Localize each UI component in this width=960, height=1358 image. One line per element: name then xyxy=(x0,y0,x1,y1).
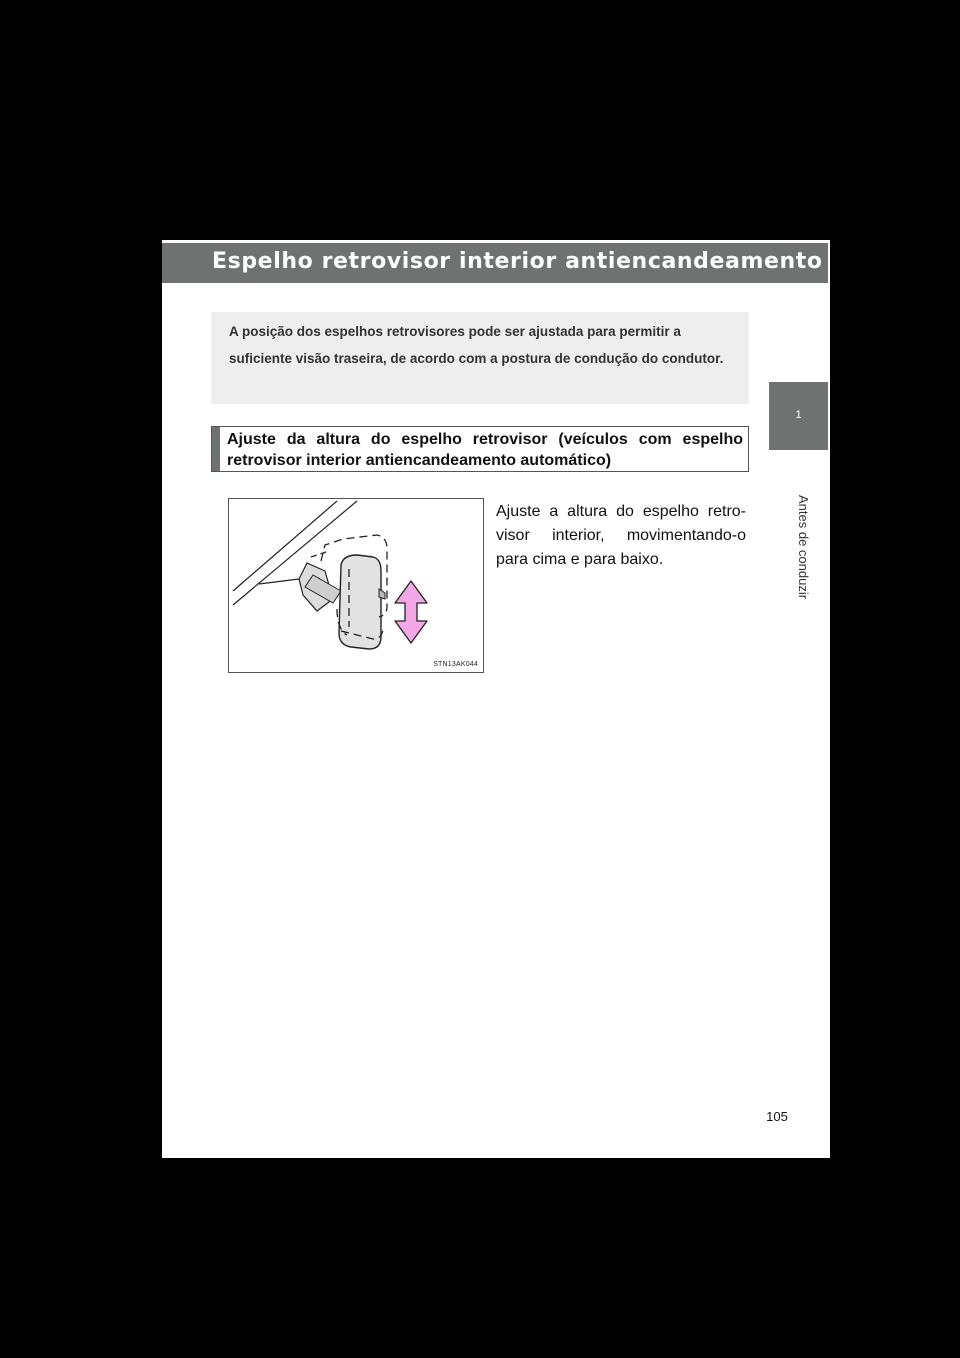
page-number: 105 xyxy=(766,1109,788,1124)
chapter-label: Antes de conduzir xyxy=(796,495,811,600)
mirror-illustration xyxy=(228,498,484,673)
section-heading: Ajuste da altura do espelho retrovisor (veículos com espelho retrovisor interior antiencandeamento automático) xyxy=(227,431,743,469)
chapter-tab xyxy=(769,382,828,450)
up-down-arrow-icon xyxy=(395,581,427,643)
section-heading-accent xyxy=(212,427,220,471)
instruction-text: Ajuste a altura do espelho retro-visor interior, movimentando-o para cima e para baixo. xyxy=(496,503,746,568)
mirror-drawing xyxy=(229,499,483,672)
intro-box xyxy=(211,312,749,404)
page-title: Espelho retrovisor interior antiencandeamento xyxy=(212,249,823,274)
figure-code: STN13AK044 xyxy=(433,661,478,668)
intro-text: A posição dos espelhos retrovisores pode ser ajustada para permitir a suficiente visão traseira, de acordo com a postura de condução do condutor. xyxy=(229,324,724,366)
title-bar xyxy=(162,243,828,283)
manual-page xyxy=(162,240,830,1158)
chapter-number: 1 xyxy=(795,409,802,421)
section-heading-bar xyxy=(211,426,749,472)
